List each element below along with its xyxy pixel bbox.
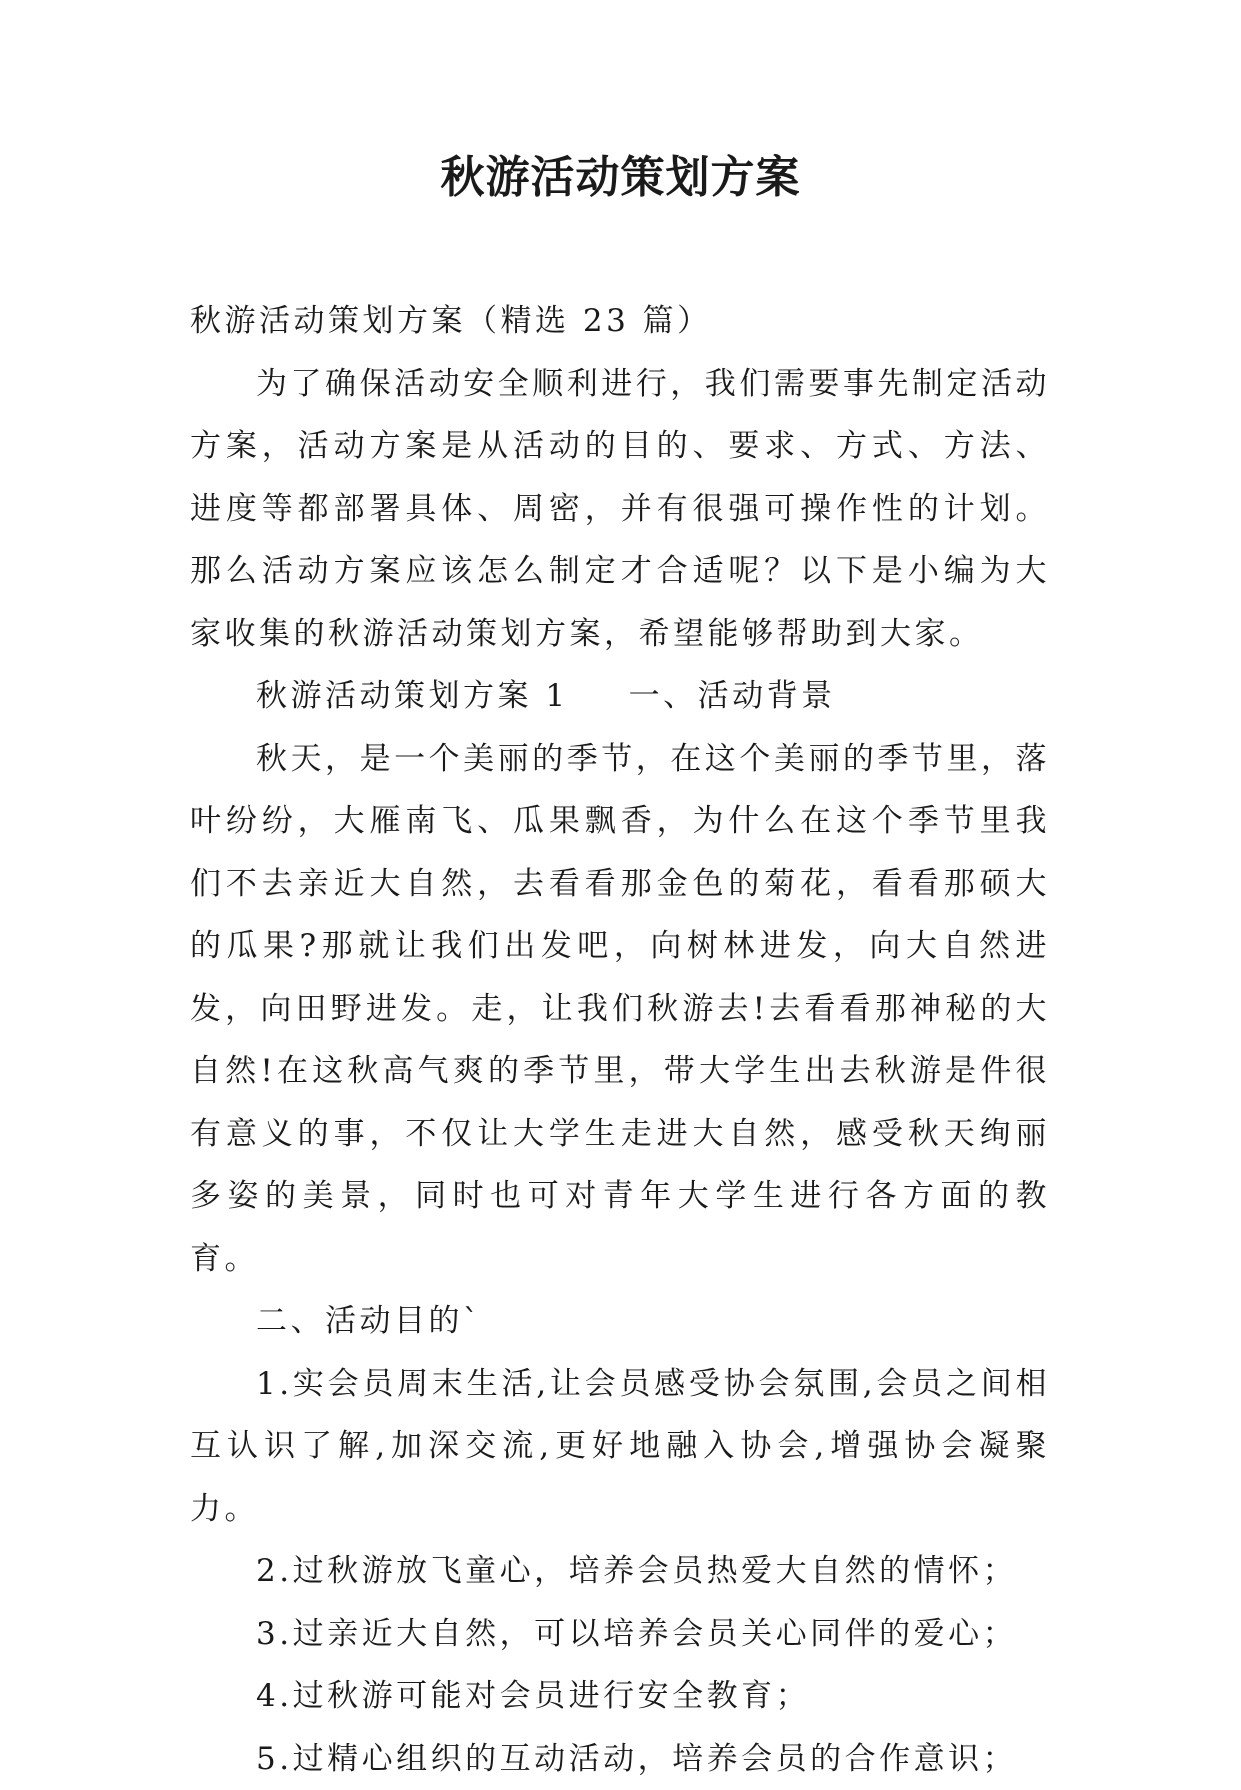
goal-item: 2.过秋游放飞童心，培养会员热爱大自然的情怀； [190,1540,1050,1603]
plan-heading: 秋游活动策划方案 1 [256,678,569,714]
goal-item: 4.过秋游可能对会员进行安全教育； [190,1665,1050,1728]
document-subtitle: 秋游活动策划方案（精选 23 篇） [190,290,1050,353]
section2-heading: 二、活动目的` [190,1290,1050,1353]
document-title: 秋游活动策划方案 [0,152,1241,205]
goal-item: 3.过亲近大自然，可以培养会员关心同伴的爱心； [190,1603,1050,1666]
section1-heading: 一、活动背景 [629,678,836,714]
goal-item: 1.实会员周末生活,让会员感受协会氛围,会员之间相互认识了解,加深交流,更好地融入协会,增强协会凝聚力。 [190,1353,1050,1541]
background-paragraph: 秋天，是一个美丽的季节，在这个美丽的季节里，落叶纷纷，大雁南飞、瓜果飘香，为什么在这个季节里我们不去亲近大自然，去看看那金色的菊花，看看那硕大的瓜果?那就让我们出发吧，向树林进发，向大自然进发，向田野进发。走，让我们秋游去!去看看那神秘的大自然!在这秋高气爽的季节里，带大学生出去秋游是件很有意义的事，不仅让大学生走进大自然，感受秋天绚丽多姿的美景，同时也可对青年大学生进行各方面的教育。 [190,728,1050,1291]
plan-heading-line [190,665,1050,728]
goal-item: 5.过精心组织的互动活动，培养会员的合作意识； [190,1728,1050,1790]
document-body [190,290,1050,1790]
intro-paragraph: 为了确保活动安全顺利进行，我们需要事先制定活动方案，活动方案是从活动的目的、要求、方式、方法、进度等都部署具体、周密，并有很强可操作性的计划。那么活动方案应该怎么制定才合适呢？以下是小编为大家收集的秋游活动策划方案，希望能够帮助到大家。 [190,353,1050,666]
